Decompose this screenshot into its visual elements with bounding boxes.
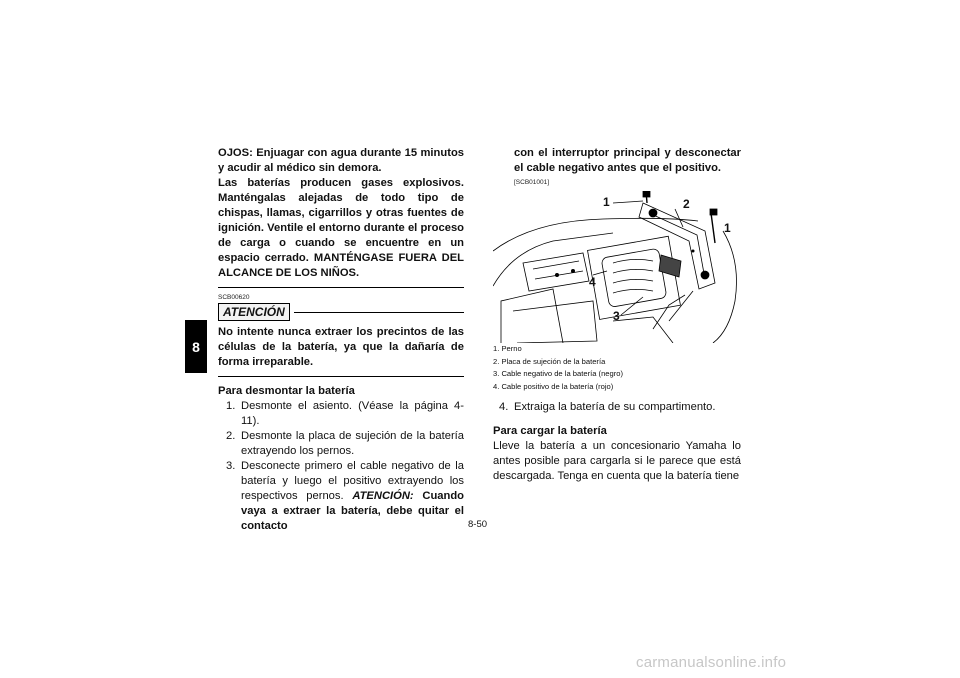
caption-2: 2. Placa de sujeción de la batería: [493, 356, 606, 366]
section-title-charge-battery: Para cargar la batería: [493, 425, 607, 437]
callout-bolt: 1: [603, 195, 610, 209]
charge-text: Lleve la batería a un concesionario Yamaha lo antes posible para cargarla si le parece que está descargada. Tenga en cuenta que la batería tiene: [493, 440, 741, 482]
figure-code: [SCB01001]: [514, 179, 550, 186]
attention-rule: [294, 312, 464, 313]
figure-captions: [493, 343, 741, 393]
caption-3: 3. Cable negativo de la batería (negro): [493, 369, 624, 378]
warning-end-rule: [218, 287, 464, 288]
callout-bolt-2: 1: [724, 221, 731, 235]
battery-figure: [493, 191, 741, 343]
watermark: carmanualsonline.info: [636, 654, 787, 671]
attention-header: [218, 303, 464, 321]
step-3-atencion: ATENCIÓN:: [352, 490, 414, 502]
step-3-warning: Cuando vaya a extraer la batería, debe quitar el contacto: [241, 490, 465, 532]
remove-steps: [218, 399, 464, 534]
section-title-remove-battery: Para desmontar la batería: [218, 385, 355, 397]
chapter-tab: 8: [185, 320, 207, 373]
step-4: 4. Extraiga la batería de su compartimento.: [499, 401, 716, 413]
attention-label: ATENCIÓN: [218, 303, 290, 321]
left-column: [218, 146, 464, 534]
callout-hold-plate: 2: [683, 197, 690, 211]
attention-code: SCB00620: [218, 294, 250, 301]
callout-negative-cable: 3: [613, 309, 620, 323]
caption-1: 1. Perno: [493, 344, 522, 353]
step-2: 2. Desmonte la placa de sujeción de la batería extrayendo los pernos.: [226, 430, 464, 457]
page-number: 8-50: [468, 519, 488, 530]
warning-explosive-gases: Las baterías producen gases explosivos. Manténgalas alejadas de todo tipo de chispas, llamas, cigarrillos y otras fuentes de ignición. Ventile el entorno durante el proceso de carga o cuando se encuentre en un espacio cerrado. MANTÉNGASE FUERA DEL ALCANCE DE LOS NIÑOS.: [218, 177, 464, 279]
callout-positive-cable: 4: [589, 275, 596, 289]
step-3-continuation: con el interruptor principal y desconectar el cable negativo antes que el positivo.: [514, 147, 741, 174]
step-3: 3. Desconecte primero el cable negativo de la batería y luego el positivo extrayendo los respectivos pernos. ATENCIÓN: Cuando vaya a extraer la batería, debe quitar el contacto: [226, 460, 465, 532]
step-1: 1. Desmonte el asiento. (Véase la página 4-11).: [226, 400, 464, 427]
warning-eyes: OJOS: Enjuagar con agua durante 15 minutos y acudir al médico sin demora.: [218, 147, 464, 174]
right-column: [493, 146, 741, 484]
attention-end-rule: [218, 376, 464, 377]
attention-text: No intente nunca extraer los precintos de las células de la batería, ya que la dañaría de forma irreparable.: [218, 326, 464, 368]
caption-4: 4. Cable positivo de la batería (rojo): [493, 381, 614, 391]
